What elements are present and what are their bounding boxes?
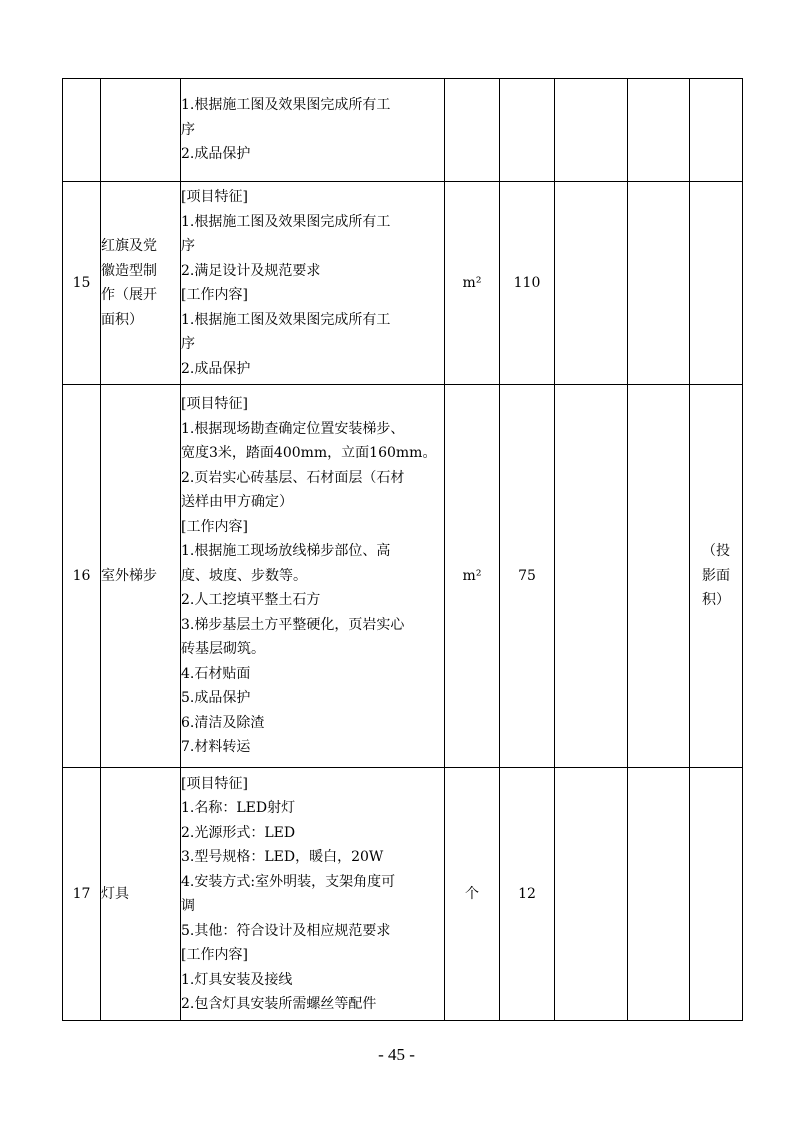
item-number-cell: 17 (63, 768, 101, 1021)
description-line: 宽度3米，踏面400mm，立面160mm。 (181, 445, 437, 462)
description-line: 5.其他：符合设计及相应规范要求 (181, 922, 391, 939)
name-line: 室外梯步 (101, 567, 157, 584)
item-description-cell (181, 79, 445, 182)
description-line: 5.成品保护 (181, 690, 251, 707)
table-row (63, 768, 743, 1021)
description-line: 2.包含灯具安装所需螺丝等配件 (181, 996, 377, 1012)
description-line: 送样由甲方确定） (181, 494, 293, 511)
item-number-cell: 16 (63, 385, 101, 768)
unit-cell: 个 (445, 768, 500, 1021)
empty-cell (628, 385, 690, 768)
remark-line: 积） (702, 592, 730, 609)
item-name-cell (101, 385, 181, 768)
item-description-cell (181, 385, 445, 768)
description-line: 4.石材贴面 (181, 665, 251, 682)
description-line: 2.成品保护 (181, 360, 251, 377)
quantity-cell: 12 (500, 768, 555, 1021)
item-description-cell (181, 182, 445, 385)
quantity-cell: 110 (500, 182, 555, 385)
page-number: - 45 - (378, 1045, 415, 1064)
remark-line: 影面 (702, 567, 730, 584)
description-line: 序 (181, 336, 195, 352)
description-line: 2.成品保护 (181, 146, 251, 163)
description-line: [项目特征] (181, 396, 248, 413)
table-row (63, 385, 743, 768)
description-line: 1.灯具安装及接线 (181, 971, 293, 988)
description-line: 1.根据现场勘查确定位置安装梯步、 (181, 420, 405, 437)
description-line: [项目特征] (181, 775, 248, 792)
table-row (63, 79, 743, 182)
name-line: 红旗及党 (101, 238, 157, 254)
empty-cell (555, 182, 628, 385)
description-line: 1.根据施工现场放线梯步部位、高 (181, 543, 391, 560)
remark-cell (690, 768, 743, 1021)
item-name-cell (101, 768, 181, 1021)
description-line: 2.人工挖填平整土石方 (181, 592, 321, 609)
table-row (63, 182, 743, 385)
name-line: 灯具 (101, 885, 129, 902)
name-line: 作（展开 (101, 287, 157, 303)
unit-cell: m² (445, 182, 500, 385)
description-line: [工作内容] (181, 287, 248, 303)
description-line: 序 (181, 238, 195, 254)
description-line: 7.材料转运 (181, 739, 251, 756)
description-line: 4.安装方式:室外明装，支架角度可 (181, 873, 396, 890)
description-line: [工作内容] (181, 947, 248, 963)
quantity-cell (500, 79, 555, 182)
description-line: 2.光源形式：LED (181, 824, 296, 841)
quantity-cell: 75 (500, 385, 555, 768)
item-number-cell (63, 79, 101, 182)
description-line: 1.根据施工图及效果图完成所有工 (181, 213, 391, 230)
description-line: 序 (181, 121, 195, 138)
description-line: 6.清洁及除渣 (181, 714, 265, 731)
remark-cell (690, 79, 743, 182)
description-line: 3.梯步基层土方平整硬化，页岩实心 (181, 616, 405, 633)
unit-cell: m² (445, 385, 500, 768)
empty-cell (555, 768, 628, 1021)
empty-cell (555, 385, 628, 768)
item-number-cell: 15 (63, 182, 101, 385)
empty-cell (628, 182, 690, 385)
empty-cell (628, 79, 690, 182)
empty-cell (555, 79, 628, 182)
description-line: 1.名称：LED射灯 (181, 800, 296, 816)
description-line: [工作内容] (181, 518, 248, 535)
remark-cell (690, 385, 743, 768)
empty-cell (628, 768, 690, 1021)
remark-cell (690, 182, 743, 385)
description-line: 3.型号规格：LED，暖白，20W (181, 849, 384, 865)
bill-of-quantities-table (62, 78, 743, 1021)
description-line: 度、坡度、步数等。 (181, 567, 307, 584)
item-name-cell (101, 79, 181, 182)
item-description-cell (181, 768, 445, 1021)
unit-cell (445, 79, 500, 182)
description-line: 2.页岩实心砖基层、石材面层（石材 (181, 469, 405, 486)
description-line: 砖基层砌筑。 (181, 641, 265, 658)
description-line: 1.根据施工图及效果图完成所有工 (181, 97, 391, 114)
description-line: 调 (181, 898, 195, 914)
item-name-cell (101, 182, 181, 385)
name-line: 面积） (101, 311, 143, 328)
name-line: 徽造型制 (101, 262, 157, 279)
description-line: [项目特征] (181, 189, 248, 205)
remark-line: （投 (702, 543, 730, 560)
description-line: 2.满足设计及规范要求 (181, 262, 321, 279)
description-line: 1.根据施工图及效果图完成所有工 (181, 311, 391, 328)
